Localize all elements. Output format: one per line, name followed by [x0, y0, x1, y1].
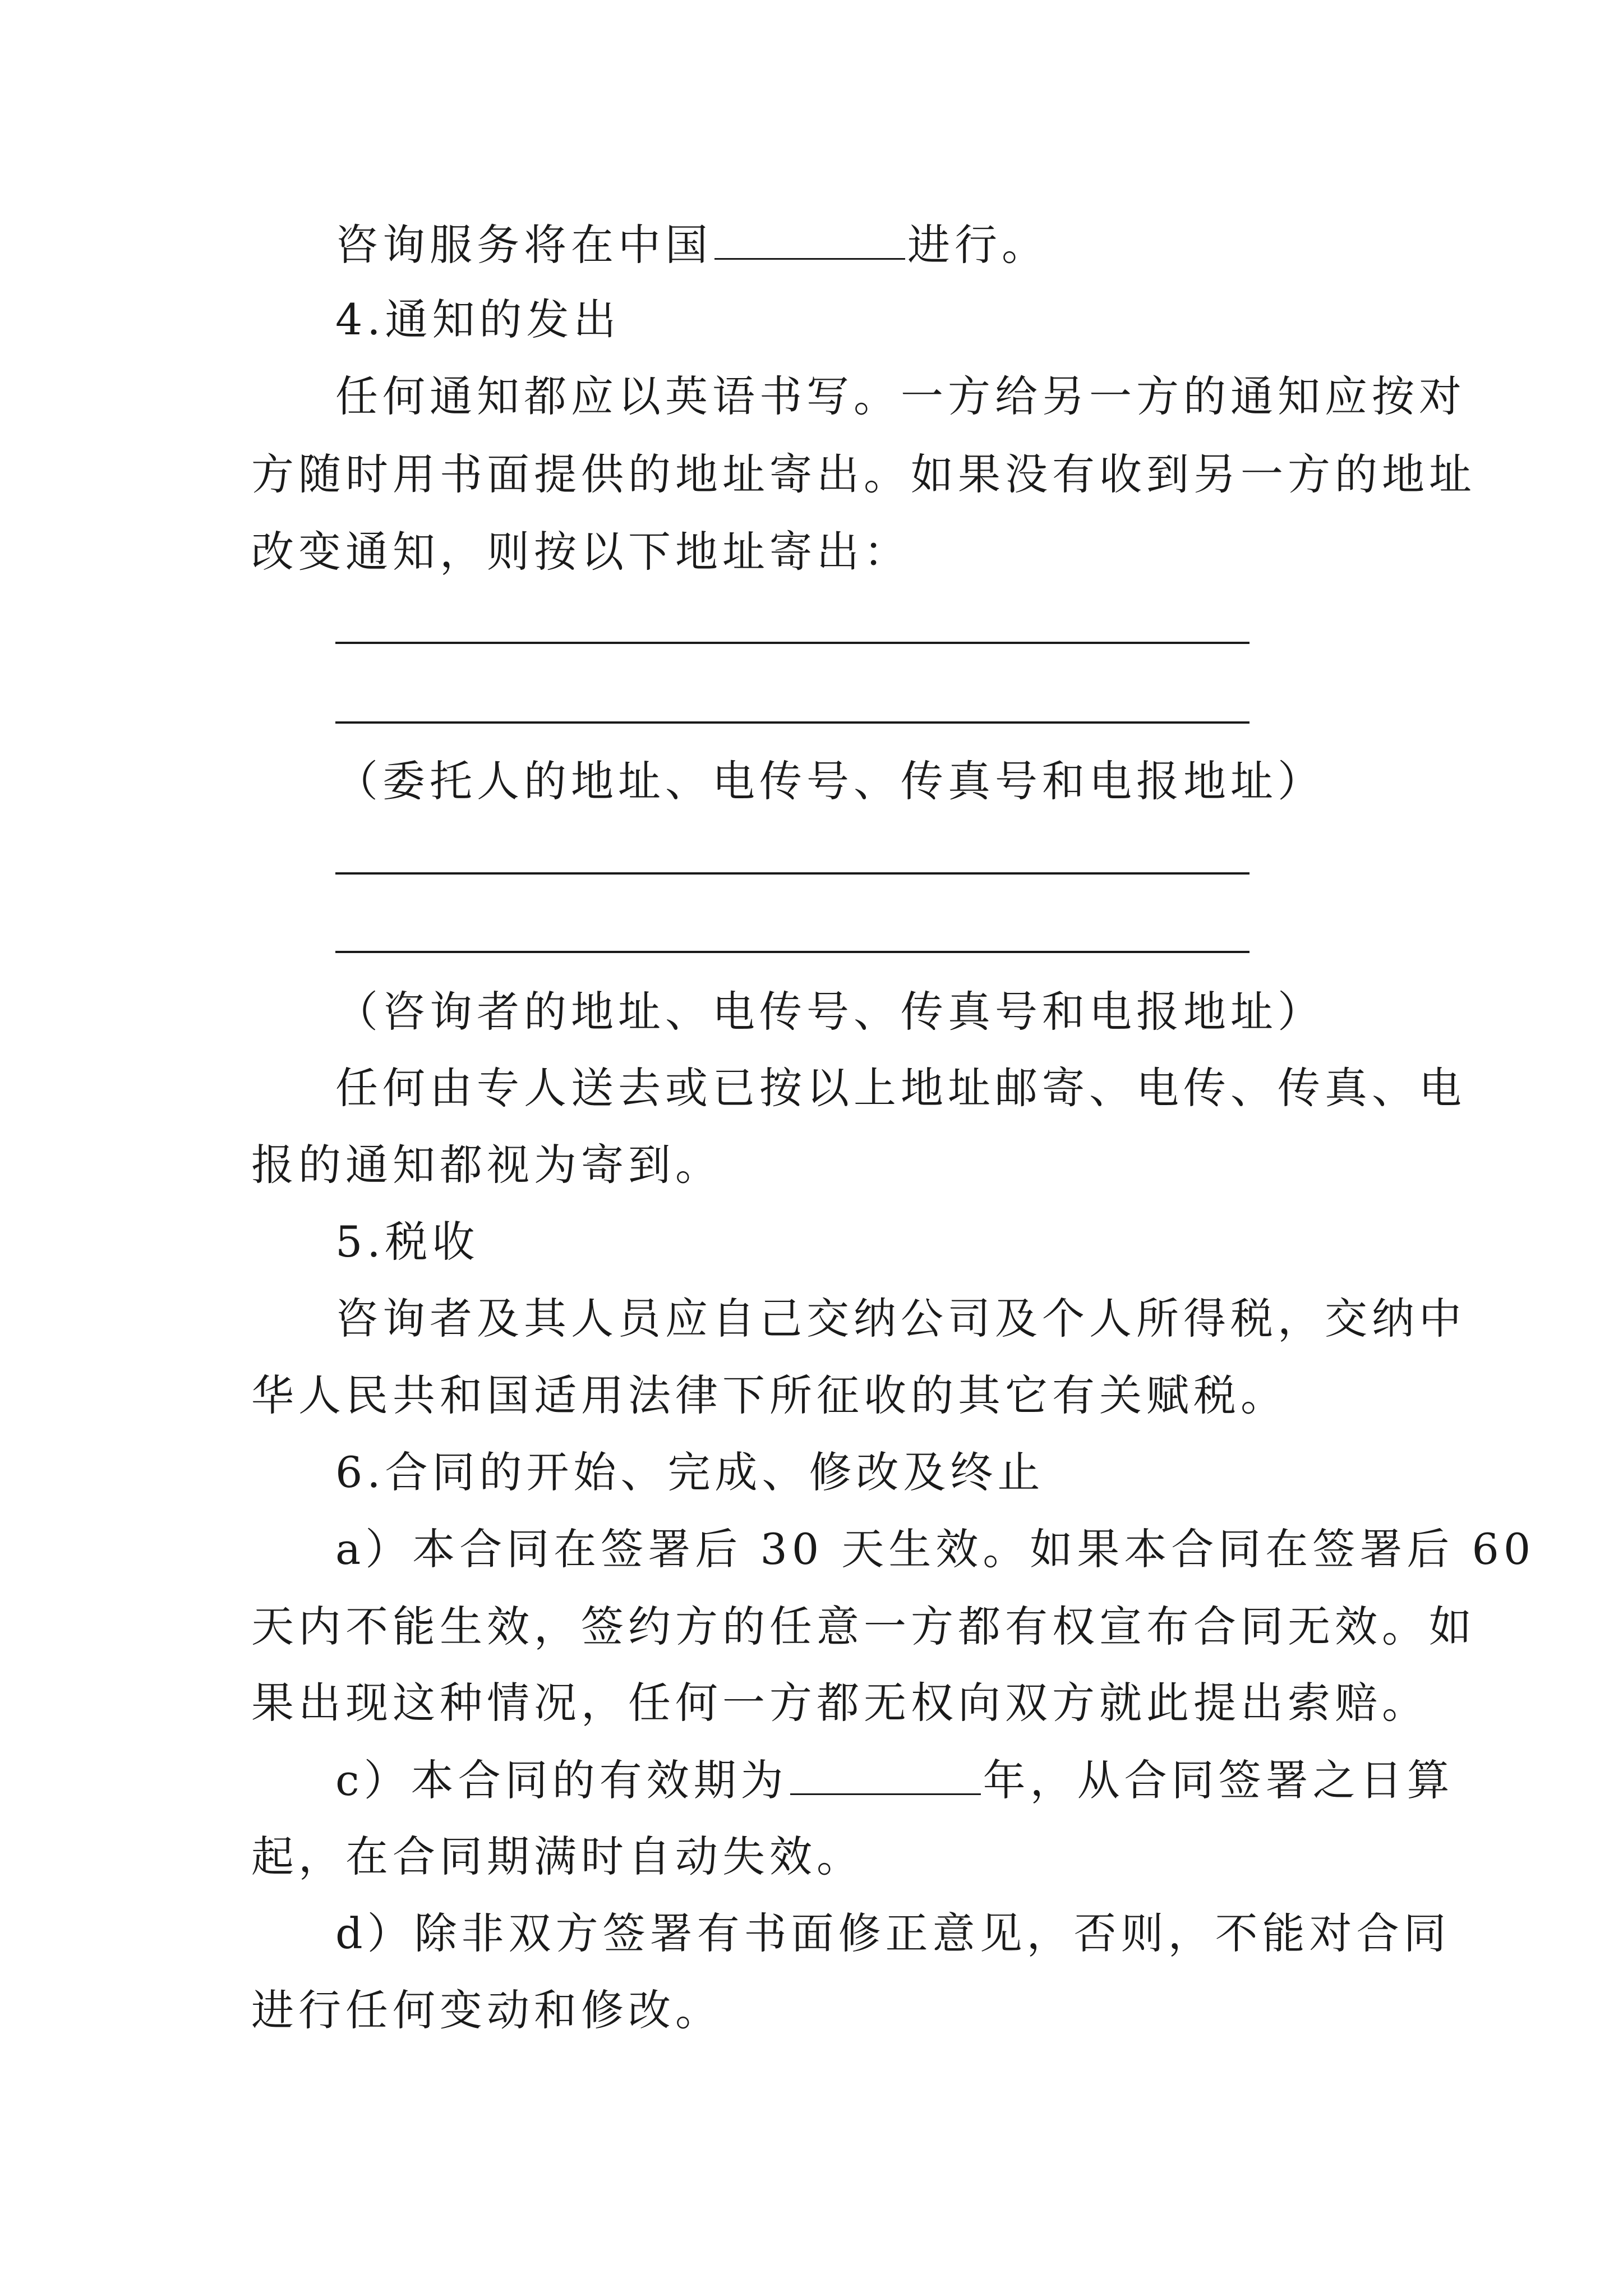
blank-consultant-address-line-2[interactable] [335, 951, 1249, 953]
paragraph-a-line-1: a）本合同在签署后 30 天生效。如果本合同在签署后 60 [335, 1524, 1536, 1574]
heading-contract-terms: 6.合同的开始、完成、修改及终止 [335, 1447, 1045, 1497]
paragraph-notice-line-2: 方随时用书面提供的地址寄出。如果没有收到另一方的地址 [251, 449, 1476, 499]
paragraph-a-line-3: 果出现这种情况，任何一方都无权向双方就此提出索赔。 [251, 1678, 1429, 1728]
heading-tax: 5.税收 [335, 1217, 479, 1267]
paragraph-delivery-line-1: 任何由专人送去或已按以上地址邮寄、电传、传真、电 [335, 1063, 1466, 1113]
paragraph-d-line-1: d）除非双方签署有书面修正意见，否则，不能对合同 [335, 1908, 1451, 1958]
paragraph-d-line-2: 进行任何变动和修改。 [251, 1985, 722, 2035]
blank-consultant-address-line-1[interactable] [335, 872, 1249, 875]
text-validity-start: c）本合同的有效期为 [335, 1755, 788, 1805]
paragraph-c-line-2: 起，在合同期满时自动失效。 [251, 1832, 864, 1881]
blank-client-address-line-2[interactable] [335, 721, 1249, 724]
paragraph-notice-line-3: 改变通知，则按以下地址寄出： [251, 527, 911, 577]
paragraph-service-location [335, 220, 1463, 270]
paragraph-delivery-line-2: 报的通知都视为寄到。 [251, 1140, 722, 1190]
heading-notice: 4.通知的发出 [335, 295, 621, 344]
caption-client-address: （委托人的地址、电传号、传真号和电报地址） [335, 756, 1325, 806]
paragraph-notice-line-1: 任何通知都应以英语书写。一方给另一方的通知应按对 [335, 371, 1466, 421]
paragraph-tax-line-2: 华人民共和国适用法律下所征收的其它有关赋税。 [251, 1370, 1288, 1420]
paragraph-tax-line-1: 咨询者及其人员应自己交纳公司及个人所得税，交纳中 [335, 1294, 1466, 1343]
text-validity-end: 年，从合同签署之日算 [983, 1755, 1454, 1805]
blank-validity-years[interactable] [790, 1759, 981, 1795]
paragraph-a-line-2: 天内不能生效，签约方的任意一方都有权宣布合同无效。如 [251, 1602, 1476, 1651]
blank-client-address-line-1[interactable] [335, 642, 1249, 644]
text-service-location-start: 咨询服务将在中国 [335, 220, 712, 270]
text-service-location-end: 进行。 [907, 220, 1049, 270]
paragraph-c-line-1 [335, 1755, 1463, 1805]
caption-consultant-address: （咨询者的地址、电传号、传真号和电报地址） [335, 987, 1325, 1037]
blank-service-location[interactable] [714, 223, 905, 260]
